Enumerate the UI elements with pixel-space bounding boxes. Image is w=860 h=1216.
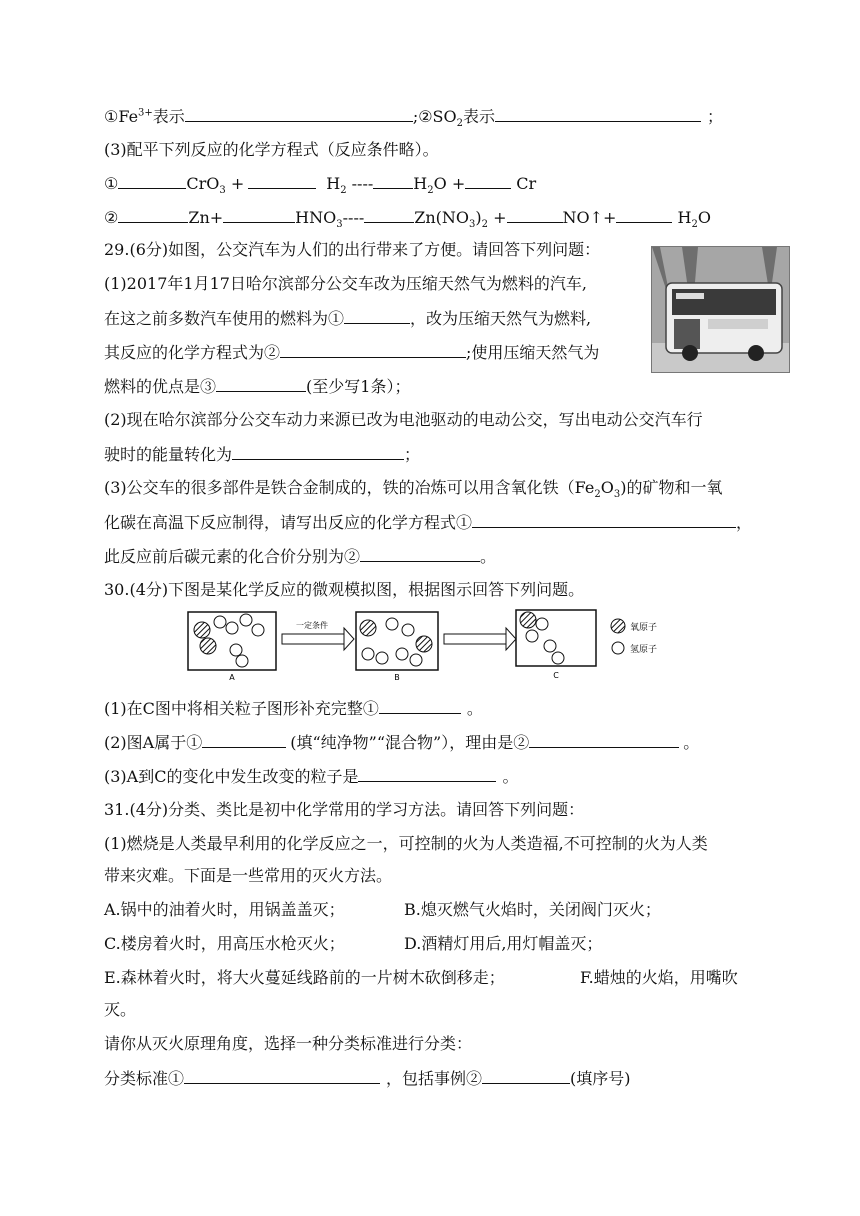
oxygen-atom [520,612,536,628]
q28-symbols-line: $①Fe^{3+}$表示 $;②SO_2$表示 ； [104,107,724,130]
arrow-condition-label: 一定条件 [296,621,328,630]
q31-p1-line1: (1)燃烧是人类最早利用的化学反应之一，可控制的火为人类造福,不可控制的火为人类 [104,834,708,853]
q31-option-f-cont: 灭。 [104,1000,137,1019]
q29-p1-line1: (1)2017年1月17日哈尔滨部分公交车改为压缩天然气为燃料的汽车, [104,274,588,293]
q31-option-d: D.酒精灯用后,用灯帽盖灭； [404,934,603,953]
q29-p3-line1: (3)公交车的很多部件是铁合金制成的，铁的冶炼可以用含氧化铁$(Fe_2O_3)$的矿物和一氧 [104,478,723,501]
legend-oxygen-label: 氧原子 [630,623,658,633]
q29-iron-equation-blank[interactable] [472,512,736,528]
eq1-coef-blank-1[interactable] [118,173,186,189]
fe-meaning-blank[interactable] [185,106,413,122]
q31-examples-blank[interactable] [482,1068,570,1084]
hydrogen-atom [240,614,252,626]
q31-option-c: C.楼房着火时，用高压水枪灭火； [104,934,345,953]
q31-standard-blank[interactable] [184,1068,380,1084]
q29-p1-line2: 在这之前多数汽车使用的燃料为① ，改为压缩天然气为燃料, [104,309,592,328]
q31-option-e: E.森林着火时，将大火蔓延线路前的一片树木砍倒移走； [104,968,505,987]
eq2-coef-blank-1[interactable] [118,207,188,223]
q29-valence-blank[interactable] [360,546,480,562]
q30-q1: (1)在C图中将相关粒子图形补充完整① 。 [104,699,483,718]
q29-advantage-blank[interactable] [216,376,306,392]
q30-title: 30.(4分)下图是某化学反应的微观模拟图，根据图示回答下列问题。 [104,580,585,599]
oxygen-atom [200,638,216,654]
q31-title: 31.(4分)分类、类比是初中化学常用的学习方法。请回答下列问题： [104,800,585,819]
hydrogen-atom [230,644,242,656]
q29-p1-line3: 其反应的化学方程式为② ;使用压缩天然气为 [104,343,600,362]
q31-option-b: B.熄灭燃气火焰时，关闭阀门灭火； [404,900,661,919]
hydrogen-atom [402,624,414,636]
reaction-diagram [186,606,666,682]
q29-p1-line4: 燃料的优点是③ (至少写1条）； [104,377,411,396]
q28-part3-heading: (3)配平下列反应的化学方程式（反应条件略）。 [104,140,439,159]
eq2-coef-blank-3[interactable] [364,207,414,223]
q29-equation-blank[interactable] [280,342,466,358]
hydrogen-atom [252,624,264,636]
q29-fuel-blank[interactable] [344,308,410,324]
hydrogen-atom [552,652,564,664]
hydrogen-atom [386,618,398,630]
hydrogen-atom [226,622,238,634]
q30-complete-c-blank[interactable] [379,698,461,714]
hydrogen-atom [536,618,548,630]
hydrogen-atom [214,616,226,628]
equation-1: ① $CrO_3 + H_2$ ---- $H_2O + Cr$ [104,174,537,197]
q30-classification-blank[interactable] [202,732,286,748]
eq1-coef-blank-3[interactable] [373,173,413,189]
hydrogen-atom [396,648,408,660]
q30-q3: (3)A到C的变化中发生改变的粒子是 。 [104,767,519,786]
q31-classification-line: 分类标准① ，包括事例② (填序号) [104,1069,631,1088]
q29-p3-line3: 此反应前后碳元素的化合价分别为② 。 [104,547,497,566]
so2-label: ;②SO [412,107,457,126]
eq2-coef-blank-4[interactable] [507,207,563,223]
hydrogen-atom [544,640,556,652]
q31-option-f: F.蜡烛的火焰，用嘴吹 [580,968,738,987]
q29-p3-line2: 化碳在高温下反应制得，请写出反应的化学方程式① ， [104,513,753,532]
bus-photo [651,246,790,373]
eq2-coef-blank-2[interactable] [223,207,295,223]
fe-charge: 3+ [138,107,153,119]
hydrogen-atom [526,630,538,642]
oxygen-atom [416,636,432,652]
fe-label: ①Fe [104,107,139,126]
eq1-coef-blank-2[interactable] [248,173,316,189]
legend-hydrogen-symbol [612,642,624,654]
box-b-label: B [394,673,400,682]
q29-p2-line2: 驶时的能量转化为 ； [104,445,421,464]
box-c-label: C [553,671,559,680]
q29-energy-blank[interactable] [232,444,404,460]
eq1-coef-blank-4[interactable] [465,173,511,189]
equation-2: ② $Zn+ HNO_3----$ $Zn(NO_3)_2$ + NO↑+ $H_2O$ [104,208,712,231]
legend-hydrogen-label: 氢原子 [630,645,658,655]
legend-oxygen-symbol [611,619,625,633]
oxygen-atom [360,620,376,636]
box-a-label: A [229,673,235,682]
q29-title: 29.(6分)如图，公交汽车为人们的出行带来了方便。请回答下列问题： [104,240,601,259]
hydrogen-atom [236,655,248,667]
q30-changed-particle-blank[interactable] [358,766,496,782]
oxygen-atom [194,622,210,638]
q30-reason-blank[interactable] [529,732,679,748]
q29-p2-line1: (2)现在哈尔滨部分公交车动力来源已改为电池驱动的电动公交，写出电动公交汽车行 [104,410,703,429]
q31-p1-line2: 带来灾难。下面是一些常用的灭火方法。 [104,866,393,885]
hydrogen-atom [410,654,422,666]
q31-option-a: A.锅中的油着火时，用锅盖盖灭； [104,900,345,919]
so2-meaning-blank[interactable] [495,106,701,122]
q31-instruction: 请你从灭火原理角度，选择一种分类标准进行分类： [104,1034,473,1053]
hydrogen-atom [376,652,388,664]
q30-q2: (2)图A属于① (填“纯净物”“混合物”），理由是② 。 [104,733,700,752]
eq2-coef-blank-5[interactable] [616,207,672,223]
hydrogen-atom [362,648,374,660]
